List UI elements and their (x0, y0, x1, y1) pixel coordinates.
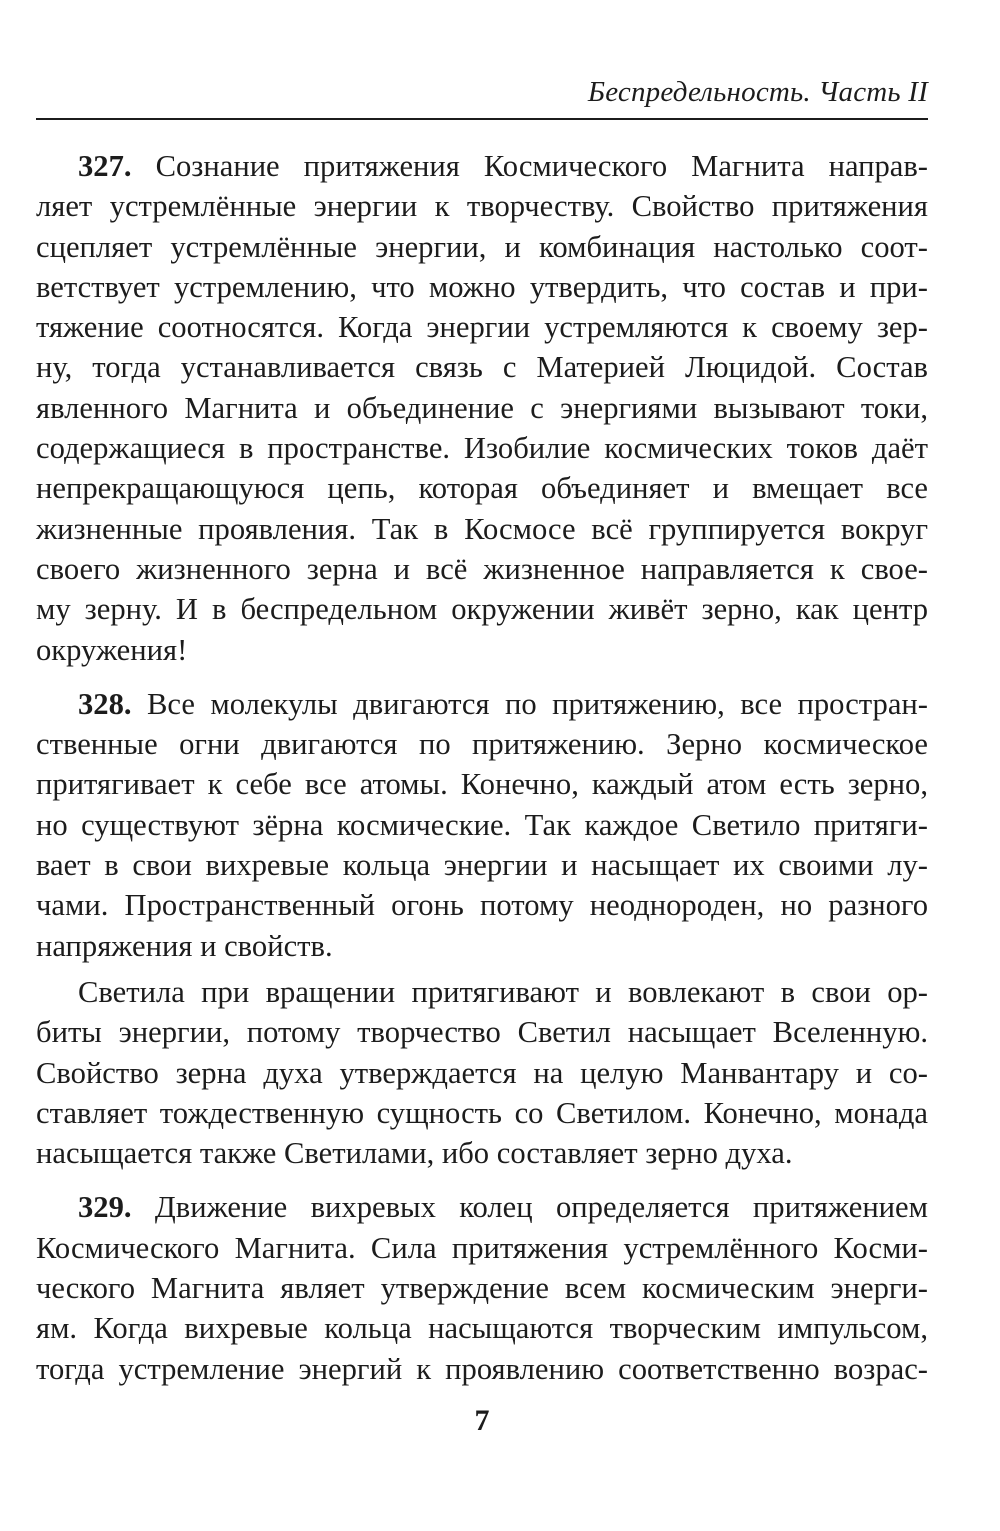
paragraph-line: ветствует устремлению, что можно утвердить, что состав и при- (36, 269, 928, 304)
paragraph-line: ставляет тождественную сущность со Светилом. Конечно, монада (36, 1095, 928, 1130)
paragraph-line: чами. Пространственный огонь потому неоднороден, но разного (36, 888, 928, 923)
paragraph-line: жизненные проявления. Так в Космосе всё группируется вокруг (36, 511, 928, 546)
paragraph-line: окружения! (36, 632, 188, 667)
page-number: 7 (474, 1404, 490, 1437)
paragraph-line: сцепляет устремлённые энергии, и комбинация настолько соот- (36, 229, 928, 264)
paragraph-line: 328. Все молекулы двигаются по притяжению, все простран- (78, 686, 928, 721)
paragraph-line: му зерну. И в беспредельном окружении живёт зерно, как центр (36, 592, 928, 627)
book-page (36, 0, 928, 1531)
paragraph-line: 327. Сознание притяжения Космического Магнита направ- (78, 149, 928, 183)
paragraph-line: тяжение соотносятся. Когда энергии устремляются к своему зер- (36, 310, 928, 345)
paragraph-line: явленного Магнита и объединение с энергиями вызывают токи, (36, 390, 928, 425)
paragraph-line: но существуют зёрна космические. Так каждое Светило притяги- (36, 807, 928, 842)
paragraph-number: 328. (78, 686, 132, 721)
body-text (36, 146, 928, 1389)
paragraph-number: 327. (78, 149, 132, 183)
paragraph-line: непрекращающуюся цепь, которая объединяет и вмещает все (36, 471, 928, 506)
paragraph-line: Светила при вращении притягивают и вовлекают в свои ор- (78, 974, 928, 1009)
header-rule (36, 118, 928, 120)
paragraph-line: своего жизненного зерна и всё жизненное направляется к свое- (36, 551, 928, 586)
paragraph-line: Космического Магнита. Сила притяжения устремлённого Косми- (36, 1230, 928, 1265)
running-head: Беспредельность. Часть II (587, 76, 928, 108)
paragraph-line: ческого Магнита являет утверждение всем космическим энерги- (36, 1271, 928, 1306)
paragraph-line: вает в свои вихревые кольца энергии и насыщает их своими лу- (36, 848, 928, 883)
paragraph-gap (36, 670, 928, 684)
paragraph-line: насыщается также Светилами, ибо составляет зерно духа. (36, 1136, 793, 1171)
paragraph-line: напряжения и свойств. (36, 928, 333, 963)
paragraph-line: ляет устремлённые энергии к творчеству. Свойство притяжения (36, 189, 928, 224)
paragraph-line: притягивает к себе все атомы. Конечно, каждый атом есть зерно, (36, 767, 928, 802)
paragraph-327 (36, 146, 928, 670)
paragraph-line: ям. Когда вихревые кольца насыщаются творческим импульсом, (36, 1311, 928, 1346)
paragraph-line: 329. Движение вихревых колец определяется притяжением (78, 1190, 928, 1225)
paragraph-line: Свойство зерна духа утверждается на целую Манвантару и со- (36, 1055, 928, 1090)
paragraph-line: содержащиеся в пространстве. Изобилие космических токов даёт (36, 431, 928, 466)
paragraph-328-continued (36, 972, 928, 1173)
paragraph-number: 329. (78, 1190, 132, 1225)
paragraph-329 (36, 1187, 928, 1388)
paragraph-line: биты энергии, потому творчество Светил насыщает Вселенную. (36, 1015, 928, 1050)
paragraph-line: ну, тогда устанавливается связь с Материей Люцидой. Состав (36, 350, 928, 385)
paragraph-line: ственные огни двигаются по притяжению. Зерно космическое (36, 727, 928, 762)
paragraph-gap (36, 1173, 928, 1187)
paragraph-328 (36, 684, 928, 966)
paragraph-line: тогда устремление энергий к проявлению соответственно возрас- (36, 1351, 928, 1386)
